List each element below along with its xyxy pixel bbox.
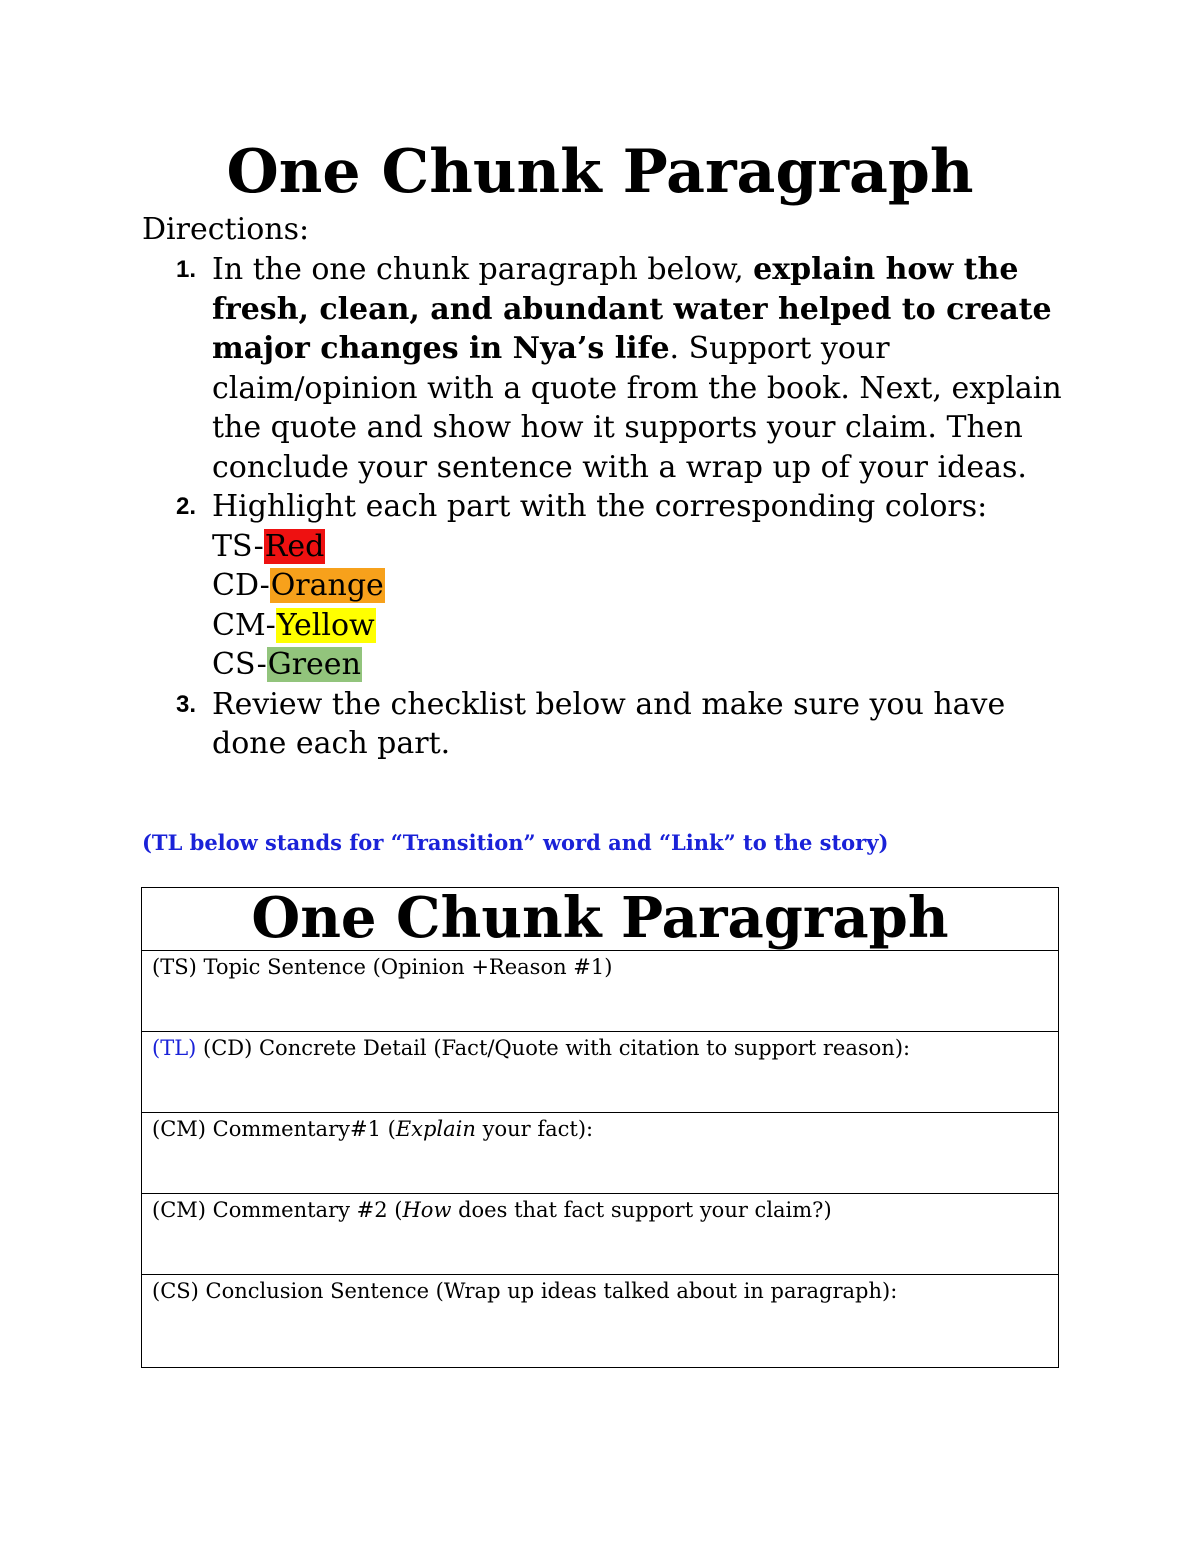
row-cm1[interactable]: (CM) Commentary#1 (Explain your fact): bbox=[142, 1113, 1059, 1194]
highlight-red: Red bbox=[264, 528, 325, 564]
item-text: Highlight each part with the corresponding colors: bbox=[212, 489, 988, 524]
color-key-cs: CS-Green bbox=[212, 647, 361, 682]
item-number: 3. bbox=[176, 690, 197, 718]
row-ts[interactable]: (TS) Topic Sentence (Opinion +Reason #1) bbox=[142, 951, 1059, 1032]
color-key-cd: CD-Orange bbox=[212, 568, 384, 603]
direction-item-1 bbox=[142, 250, 1062, 487]
direction-item-3 bbox=[142, 685, 1062, 764]
table-header-row bbox=[142, 888, 1059, 951]
row-cm2[interactable]: (CM) Commentary #2 (How does that fact support your claim?) bbox=[142, 1194, 1059, 1275]
color-key-ts: TS-Red bbox=[212, 528, 325, 564]
item-text: Review the checklist below and make sure you have done each part. bbox=[212, 686, 1006, 761]
tl-label: (TL) bbox=[152, 1036, 197, 1060]
color-key-cm: CM-Yellow bbox=[212, 607, 375, 643]
paragraph-checklist-table bbox=[141, 887, 1059, 1368]
table-row bbox=[142, 1275, 1059, 1368]
directions-label: Directions: bbox=[142, 212, 310, 247]
item-number: 2. bbox=[176, 493, 197, 520]
highlight-yellow: Yellow bbox=[276, 607, 375, 643]
row-cs[interactable]: (CS) Conclusion Sentence (Wrap up ideas talked about in paragraph): bbox=[142, 1275, 1059, 1368]
table-row bbox=[142, 1194, 1059, 1275]
tl-note: (TL below stands for “Transition” word and “Link” to the story) bbox=[142, 830, 889, 855]
item-number: 1. bbox=[176, 256, 197, 283]
highlight-orange: Orange bbox=[270, 568, 384, 603]
item-bold-text: explain how the fresh, clean, and abundant water helped to create major changes in Nya’s life bbox=[212, 252, 1052, 366]
table-row bbox=[142, 1113, 1059, 1194]
row-cd[interactable]: (TL) (CD) Concrete Detail (Fact/Quote with citation to support reason): bbox=[142, 1032, 1059, 1113]
highlight-green: Green bbox=[267, 647, 361, 682]
direction-item-2 bbox=[142, 487, 1062, 685]
directions-list bbox=[142, 250, 1062, 764]
table-row bbox=[142, 1032, 1059, 1113]
page-title: One Chunk Paragraph bbox=[226, 137, 974, 207]
item-text: In the one chunk paragraph below, explain how the fresh, clean, and abundant water helped to create major changes in Nya’s life. Support your claim/opinion with a quote from the book. Next, explain the quote and show how it supports your claim. Then conclude your sentence with a wrap up of your ideas. bbox=[212, 252, 1062, 485]
table-row bbox=[142, 951, 1059, 1032]
table-header: One Chunk Paragraph bbox=[142, 888, 1059, 951]
